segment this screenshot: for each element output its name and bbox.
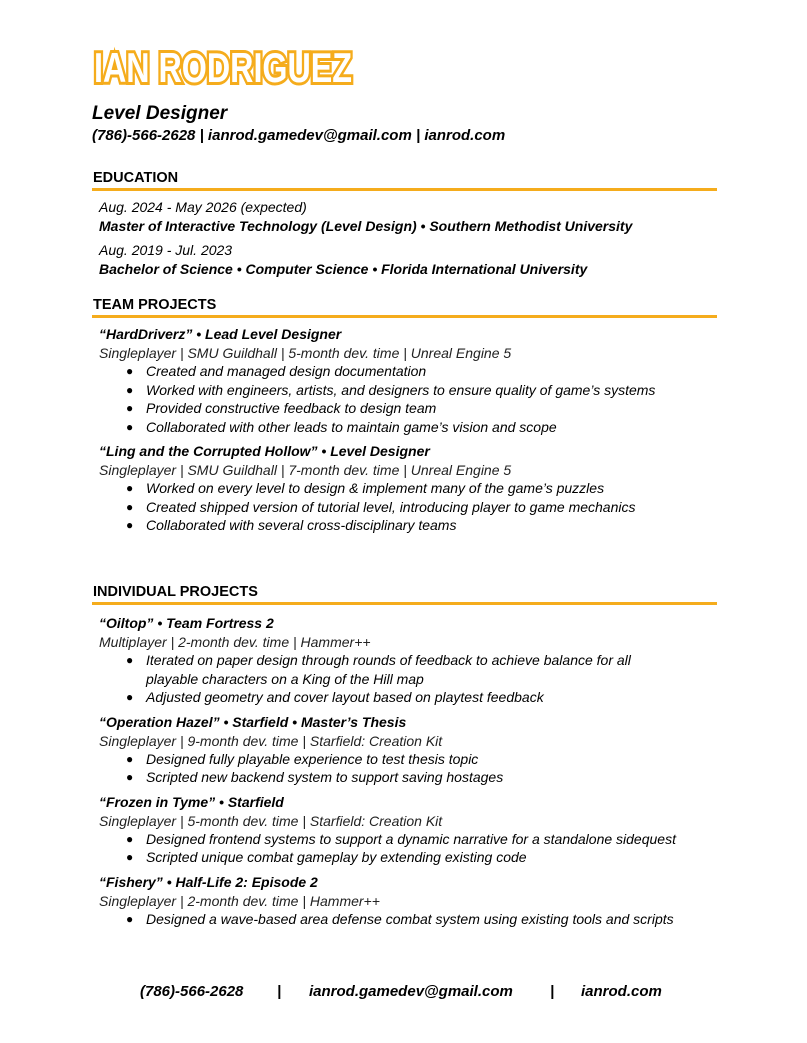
project-entry [92, 873, 717, 929]
footer-separator: | [277, 983, 282, 1000]
job-title: Level Designer [92, 103, 228, 124]
project-entry [92, 325, 717, 436]
bullet-list [99, 362, 717, 436]
bullet-item: ● Scripted new backend system to support saving hostages [126, 769, 504, 785]
bullet-item: ● Created and managed design documentation [126, 363, 427, 379]
footer-contact [0, 983, 807, 1003]
bullet-dot-icon: ● [126, 364, 134, 378]
bullet-item: ● Collaborated with other leads to maintain game’s vision and scope [126, 418, 557, 435]
team-projects-section [92, 296, 717, 535]
bullet-dot-icon: ● [126, 653, 134, 667]
bullet-list [99, 750, 717, 787]
education-entry [92, 198, 717, 236]
section-heading-individual-projects: INDIVIDUAL PROJECTS [93, 584, 258, 600]
project-meta: Singleplayer | 9-month dev. time | Starfield: Creation Kit [99, 732, 443, 749]
education-section [92, 169, 717, 279]
header-contact-line: (786)-566-2628 | ianrod.gamedev@gmail.com | ianrod.com [92, 127, 506, 144]
education-entry [92, 241, 717, 279]
name-logo-text: IAN RODRIGUEZ [94, 44, 352, 91]
bullet-dot-icon: ● [126, 382, 134, 397]
project-entry [92, 442, 717, 535]
bullet-dot-icon: ● [126, 499, 134, 514]
footer-email[interactable]: ianrod.gamedev@gmail.com [309, 983, 513, 1000]
bullet-item: ● Collaborated with several cross-disciplinary teams [126, 517, 457, 533]
bullet-item: ● Scripted unique combat gameplay by extending existing code [126, 849, 527, 865]
project-title: “Fishery” • Half-Life 2: Episode 2 [99, 873, 318, 890]
footer-separator: | [550, 983, 555, 1000]
section-divider [92, 602, 717, 605]
bullet-list [99, 830, 717, 867]
education-degree: Bachelor of Science • Computer Science • Florida International University [99, 261, 588, 277]
section-heading-education: EDUCATION [93, 170, 179, 186]
footer-phone: (786)-566-2628 [140, 983, 244, 1000]
project-title: “HardDriverz” • Lead Level Designer [99, 326, 342, 342]
bullet-item: ● Provided constructive feedback to design team [126, 400, 437, 416]
section-divider [92, 315, 717, 318]
bullet-dot-icon: ● [126, 518, 134, 532]
project-entry [92, 793, 717, 867]
bullet-dot-icon: ● [126, 690, 134, 704]
individual-projects-section [92, 583, 717, 928]
bullet-item: ● Designed frontend systems to support a dynamic narrative for a standalone sidequest [126, 830, 676, 847]
bullet-dot-icon: ● [126, 401, 134, 415]
name-logo [92, 42, 362, 94]
education-degree: Master of Interactive Technology (Level Design) • Southern Methodist University [99, 218, 633, 234]
project-entry [92, 614, 717, 707]
project-meta: Singleplayer | 5-month dev. time | Starfield: Creation Kit [99, 812, 443, 829]
bullet-list [99, 910, 717, 929]
project-meta: Singleplayer | SMU Guildhall | 7-month dev. time | Unreal Engine 5 [99, 462, 512, 478]
education-dates: Aug. 2019 - Jul. 2023 [99, 242, 233, 258]
bullet-dot-icon: ● [126, 751, 134, 766]
bullet-list [99, 651, 679, 707]
education-dates: Aug. 2024 - May 2026 (expected) [99, 199, 307, 215]
bullet-dot-icon: ● [126, 481, 134, 495]
project-title: “Frozen in Tyme” • Starfield [99, 793, 284, 810]
bullet-dot-icon: ● [126, 419, 134, 434]
project-title: “Ling and the Corrupted Hollow” • Level Designer [99, 443, 430, 459]
project-title: “Operation Hazel” • Starfield • Master’s Thesis [99, 713, 407, 730]
bullet-dot-icon: ● [126, 770, 134, 784]
footer-website[interactable]: ianrod.com [581, 983, 662, 1000]
section-divider [92, 188, 717, 191]
bullet-item: ● Designed fully playable experience to test thesis topic [126, 750, 479, 767]
project-title: “Oiltop” • Team Fortress 2 [99, 615, 274, 631]
bullet-item: ● Worked with engineers, artists, and designers to ensure quality of game’s systems [126, 381, 656, 398]
bullet-item: ● Iterated on paper design through rounds of feedback to achieve balance for all playable characters on a King of the Hill map [126, 652, 631, 687]
project-meta: Multiplayer | 2-month dev. time | Hammer++ [99, 634, 371, 650]
bullet-list [99, 479, 717, 535]
project-meta: Singleplayer | 2-month dev. time | Hammer++ [99, 892, 380, 909]
bullet-item: ● Created shipped version of tutorial level, introducing player to game mechanics [126, 498, 636, 515]
bullet-item: ● Worked on every level to design & implement many of the game’s puzzles [126, 480, 605, 496]
bullet-item: ● Designed a wave-based area defense combat system using existing tools and scripts [126, 910, 674, 927]
bullet-dot-icon: ● [126, 831, 134, 846]
project-meta: Singleplayer | SMU Guildhall | 5-month dev. time | Unreal Engine 5 [99, 345, 512, 361]
project-entry [92, 713, 717, 787]
section-heading-team-projects: TEAM PROJECTS [93, 297, 217, 313]
bullet-item: ● Adjusted geometry and cover layout based on playtest feedback [126, 689, 544, 705]
bullet-dot-icon: ● [126, 911, 134, 926]
bullet-dot-icon: ● [126, 850, 134, 864]
